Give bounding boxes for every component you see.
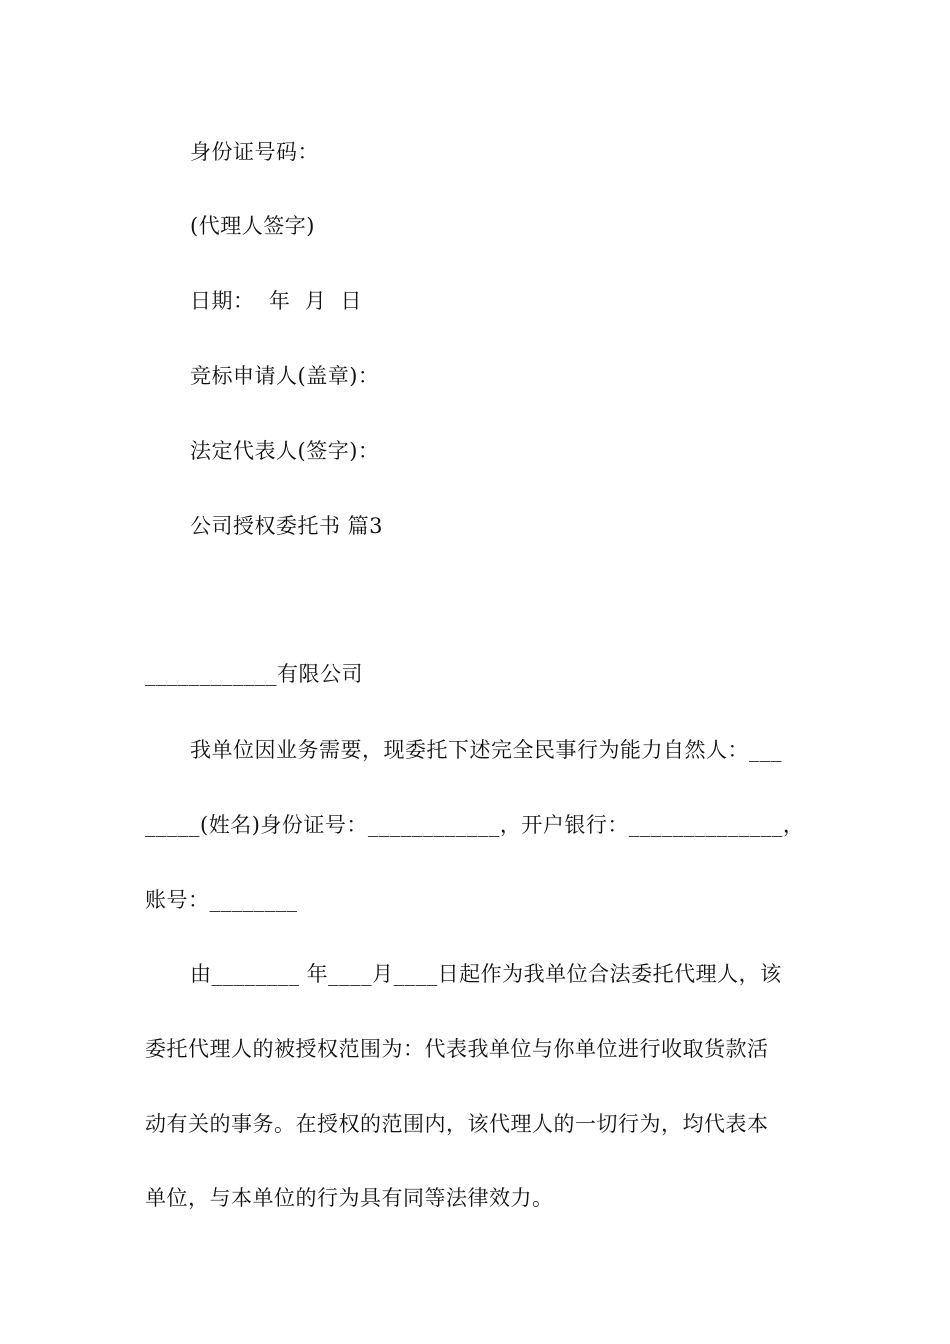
section-heading: 公司授权委托书 篇3 <box>190 514 384 538</box>
account-number-line: 账号：________ <box>145 888 298 912</box>
legal-representative-label: 法定代表人(签字)： <box>190 439 380 463</box>
paragraph-2-line-4: 单位，与本单位的行为具有同等法律效力。 <box>145 1186 554 1210</box>
paragraph-2-line-1: 由________ 年____月____日起作为我单位合法委托代理人，该 <box>190 962 782 986</box>
company-name-line: ____________有限公司 <box>145 662 363 686</box>
agent-signature-label: (代理人签字) <box>190 214 315 238</box>
paragraph-1-line-1: 我单位因业务需要，现委托下述完全民事行为能力自然人：___ <box>190 738 782 762</box>
paragraph-2-line-2: 委托代理人的被授权范围为：代表我单位与你单位进行收取货款活 <box>145 1037 769 1061</box>
paragraph-1-line-2: _____(姓名)身份证号：____________，开户银行：______________， <box>145 813 805 837</box>
date-label: 日期： 年 月 日 <box>190 289 363 313</box>
paragraph-2-line-3: 动有关的事务。在授权的范围内，该代理人的一切行为，均代表本 <box>145 1112 769 1136</box>
bidder-seal-label: 竞标申请人(盖章)： <box>190 364 380 388</box>
id-number-label: 身份证号码： <box>190 140 319 164</box>
